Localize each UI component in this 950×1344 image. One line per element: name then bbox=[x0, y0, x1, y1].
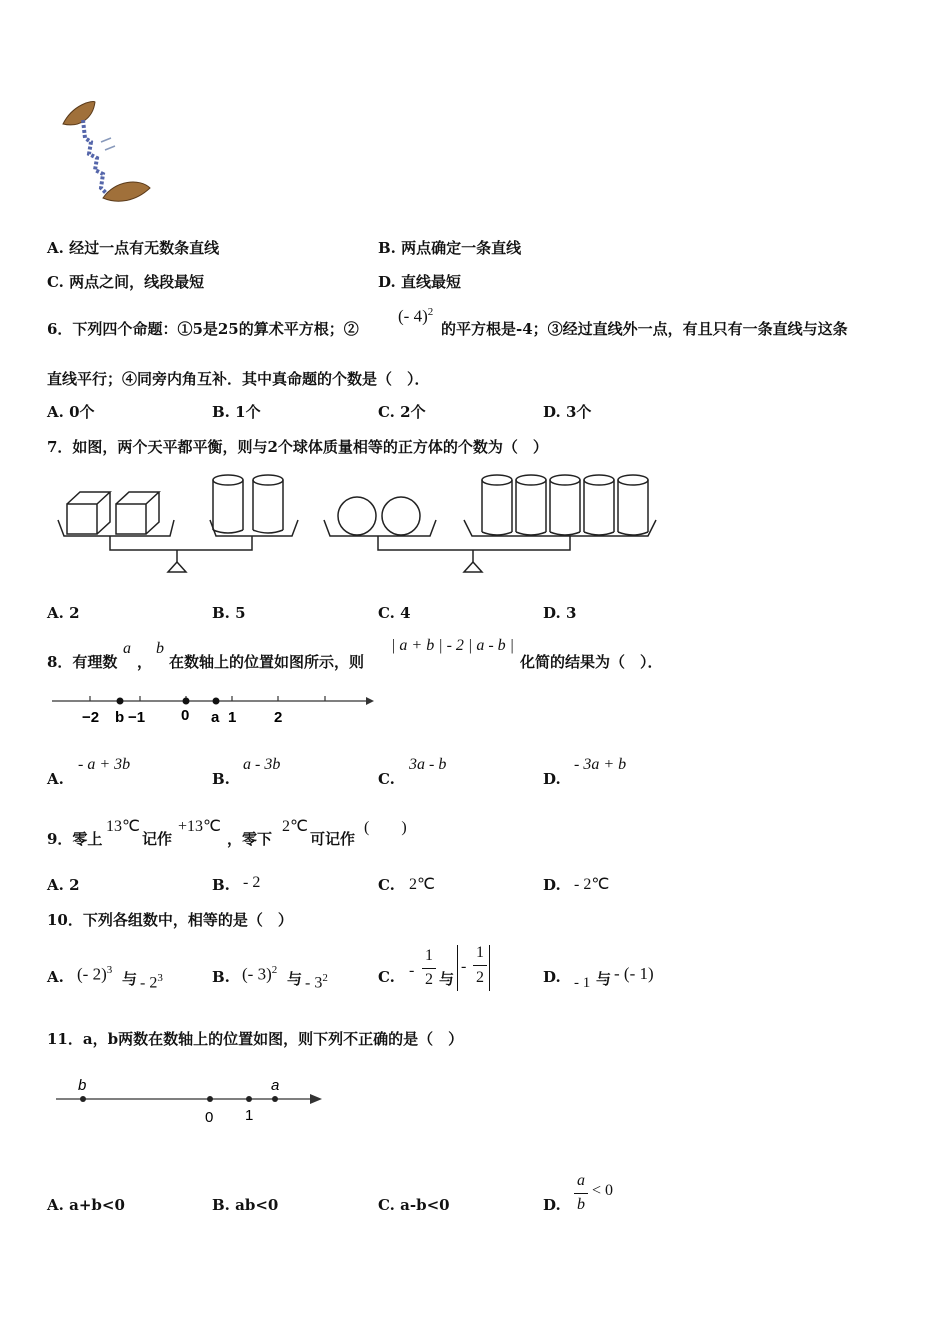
q9-option-c-letter: C. bbox=[378, 876, 395, 894]
q8-axis-label-neg1: −1 bbox=[128, 709, 146, 726]
q10-option-b-letter: B. bbox=[212, 968, 230, 986]
q8-expression: | a + b | - 2 | a - b | bbox=[391, 637, 515, 654]
q10-option-b-and: 与 bbox=[287, 970, 303, 988]
q7-option-c: C. 4 bbox=[378, 604, 411, 622]
q8-option-c-expr: 3a - b bbox=[409, 756, 447, 773]
balance-figure bbox=[52, 468, 672, 583]
q9-stem-p4: 可记作 bbox=[310, 830, 356, 848]
q8-axis-label-neg2: −2 bbox=[82, 709, 100, 726]
q11-option-d-rel: < 0 bbox=[592, 1182, 614, 1199]
q9-value-2: +13℃ bbox=[178, 818, 221, 835]
q11-axis-label-b: b bbox=[78, 1077, 87, 1094]
q8-axis-label-b: b bbox=[115, 709, 125, 726]
q6-stem-part2: 的平方根是-4；③经过直线外一点，有且只有一条直线与这条 bbox=[441, 320, 848, 338]
q5-option-d: D. 直线最短 bbox=[378, 273, 461, 291]
q11-option-d-fraction-bar bbox=[574, 1193, 588, 1194]
q8-axis-label-a: a bbox=[211, 709, 220, 726]
q6-stem-line2: 直线平行；④同旁内角互补．其中真命题的个数是（ ）． bbox=[47, 370, 430, 388]
q10-option-c-den: 2 bbox=[425, 971, 433, 988]
q6-expression: (- 4)$^2$ bbox=[398, 306, 434, 326]
q9-option-b-value: - 2 bbox=[243, 874, 261, 891]
q9-option-a: A. 2 bbox=[47, 876, 80, 894]
q6-option-b: B. 1个 bbox=[212, 403, 261, 421]
q10-option-a-and: 与 bbox=[122, 970, 138, 988]
q9-value-3: 2℃ bbox=[282, 818, 308, 835]
q6-option-c: C. 2个 bbox=[378, 403, 426, 421]
q8-number-line bbox=[50, 690, 380, 730]
vine-figure bbox=[55, 98, 155, 208]
q11-option-c: C. a-b<0 bbox=[378, 1196, 450, 1214]
q10-option-c-abs-den: 2 bbox=[476, 969, 484, 986]
q11-option-d-den: b bbox=[577, 1196, 585, 1213]
q10-option-d-and: 与 bbox=[596, 970, 612, 988]
q8-option-d-expr: - 3a + b bbox=[574, 756, 627, 773]
q10-option-c-minus: - bbox=[409, 962, 415, 979]
q11-option-b: B. ab<0 bbox=[212, 1196, 279, 1214]
q9-stem-p1: 9．零上 bbox=[47, 830, 103, 848]
q8-stem-mid: 在数轴上的位置如图所示，则 bbox=[169, 653, 365, 671]
q9-option-b-letter: B. bbox=[212, 876, 230, 894]
q11-option-a: A. a+b<0 bbox=[47, 1196, 125, 1214]
q10-option-c-abs-minus: - bbox=[461, 958, 467, 975]
q5-option-b: B. 两点确定一条直线 bbox=[378, 239, 522, 257]
q6-option-a: A. 0个 bbox=[47, 403, 95, 421]
q8-var-b: b bbox=[156, 640, 164, 657]
q8-option-b-expr: a - 3b bbox=[243, 756, 281, 773]
q9-option-d-value: - 2℃ bbox=[574, 876, 610, 893]
q11-option-d-num: a bbox=[577, 1172, 585, 1189]
q10-option-b-rhs: - $3^2$ bbox=[305, 972, 328, 992]
q7-option-a: A. 2 bbox=[47, 604, 80, 622]
q10-option-a-rhs: - $2^3$ bbox=[140, 972, 163, 992]
q10-option-c-abs-num: 1 bbox=[476, 944, 484, 961]
q10-option-d-rhs: - (- 1) bbox=[614, 964, 654, 983]
q10-option-d-letter: D. bbox=[543, 968, 561, 986]
q10-option-a-lhs: (- 2)$^3$ bbox=[77, 964, 113, 984]
q10-option-c-num: 1 bbox=[425, 947, 433, 964]
q8-option-a-expr: - a + 3b bbox=[78, 756, 131, 773]
q10-option-b-lhs: (- 3)$^2$ bbox=[242, 964, 278, 984]
q9-stem-p2: 记作 bbox=[142, 830, 173, 848]
q6-stem-part1: 6．下列四个命题：①5是25的算术平方根；② bbox=[47, 320, 359, 338]
q10-option-d-lhs: - 1 bbox=[574, 975, 591, 991]
q8-comma: ， bbox=[137, 653, 153, 671]
q8-axis-label-2: 2 bbox=[274, 709, 283, 726]
q9-paren: ( ) bbox=[364, 819, 407, 836]
q11-option-d-letter: D. bbox=[543, 1196, 561, 1214]
q10-option-c-abs-bar bbox=[473, 965, 487, 966]
q7-stem: 7．如图，两个天平都平衡，则与2个球体质量相等的正方体的个数为（ ） bbox=[47, 438, 548, 456]
q7-option-b: B. 5 bbox=[212, 604, 246, 622]
q5-option-a: A. 经过一点有无数条直线 bbox=[47, 239, 220, 257]
q11-number-line bbox=[52, 1072, 332, 1127]
q8-option-c-letter: C. bbox=[378, 770, 395, 788]
q8-var-a: a bbox=[123, 640, 131, 657]
q5-option-c: C. 两点之间，线段最短 bbox=[47, 273, 205, 291]
q8-axis-label-0: 0 bbox=[181, 707, 190, 724]
q8-option-b-letter: B. bbox=[212, 770, 230, 788]
q11-axis-label-0: 0 bbox=[205, 1109, 214, 1126]
q8-option-d-letter: D. bbox=[543, 770, 561, 788]
q10-option-c-abs-right bbox=[489, 945, 490, 991]
q11-axis-label-1: 1 bbox=[245, 1107, 254, 1124]
q9-option-d-letter: D. bbox=[543, 876, 561, 894]
q8-option-a-letter: A. bbox=[47, 770, 64, 788]
q8-stem-end: 化简的结果为（ ）． bbox=[520, 653, 663, 671]
q11-axis-label-a: a bbox=[271, 1077, 280, 1094]
q9-value-1: 13℃ bbox=[106, 818, 140, 835]
q8-stem-label: 8．有理数 bbox=[47, 653, 118, 671]
q10-option-c-and: 与 bbox=[439, 970, 455, 988]
q10-option-c-abs-left bbox=[457, 945, 458, 991]
q10-option-c-fraction-bar bbox=[422, 968, 436, 969]
q9-stem-p3: ，零下 bbox=[227, 830, 273, 848]
q8-axis-label-1: 1 bbox=[228, 709, 237, 726]
q7-option-d: D. 3 bbox=[543, 604, 577, 622]
q11-stem: 11．a，b两数在数轴上的位置如图，则下列不正确的是（ ） bbox=[47, 1030, 464, 1048]
q10-stem: 10．下列各组数中，相等的是（ ） bbox=[47, 911, 293, 929]
q6-option-d: D. 3个 bbox=[543, 403, 592, 421]
q10-option-c-letter: C. bbox=[378, 968, 395, 986]
q10-option-a-letter: A. bbox=[47, 968, 64, 986]
q9-option-c-value: 2℃ bbox=[409, 876, 435, 893]
